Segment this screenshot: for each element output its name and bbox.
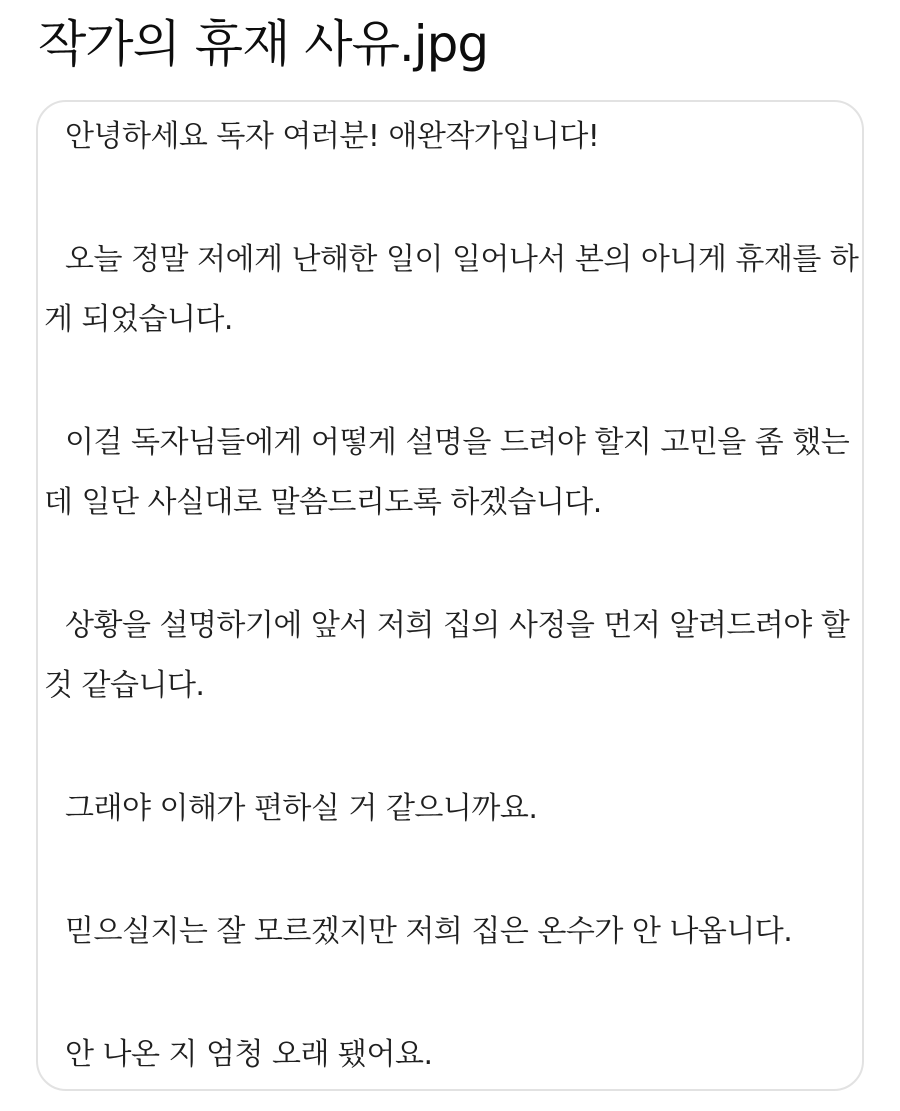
text-line: 오늘 정말 저에게 난해한 일이 일어나서 본의 아니게 휴재를 하 [65,242,859,277]
paragraph-hiatus-announcement [44,230,859,350]
paragraph-long-time [44,1025,852,1085]
notice-box [36,100,864,1091]
paragraph-explanation-intro [44,413,852,533]
text-line: 것 같습니다. [44,668,205,703]
text-line: 데 일단 사실대로 말씀드리도록 하겠습니다. [44,485,602,520]
paragraph-no-hot-water [44,902,852,962]
paragraph-understanding-note [44,779,852,839]
text-line: 게 되었습니다. [44,302,233,337]
image-filename-title: 작가의 휴재 사유.jpg [38,15,489,73]
paragraph-house-situation-intro [44,596,852,716]
text-line: 이걸 독자님들에게 어떻게 설명을 드려야 할지 고민을 좀 했는 [65,425,850,460]
text-line: 믿으실지는 잘 모르겠지만 저희 집은 온수가 안 나옵니다. [65,914,793,949]
paragraph-greeting [44,107,852,167]
text-line: 안녕하세요 독자 여러분! 애완작가입니다! [65,119,600,154]
text-line: 그래야 이해가 편하실 거 같으니까요. [65,791,538,826]
text-line: 안 나온 지 엄청 오래 됐어요. [65,1037,433,1072]
text-line: 상황을 설명하기에 앞서 저희 집의 사정을 먼저 알려드려야 할 [65,608,850,643]
